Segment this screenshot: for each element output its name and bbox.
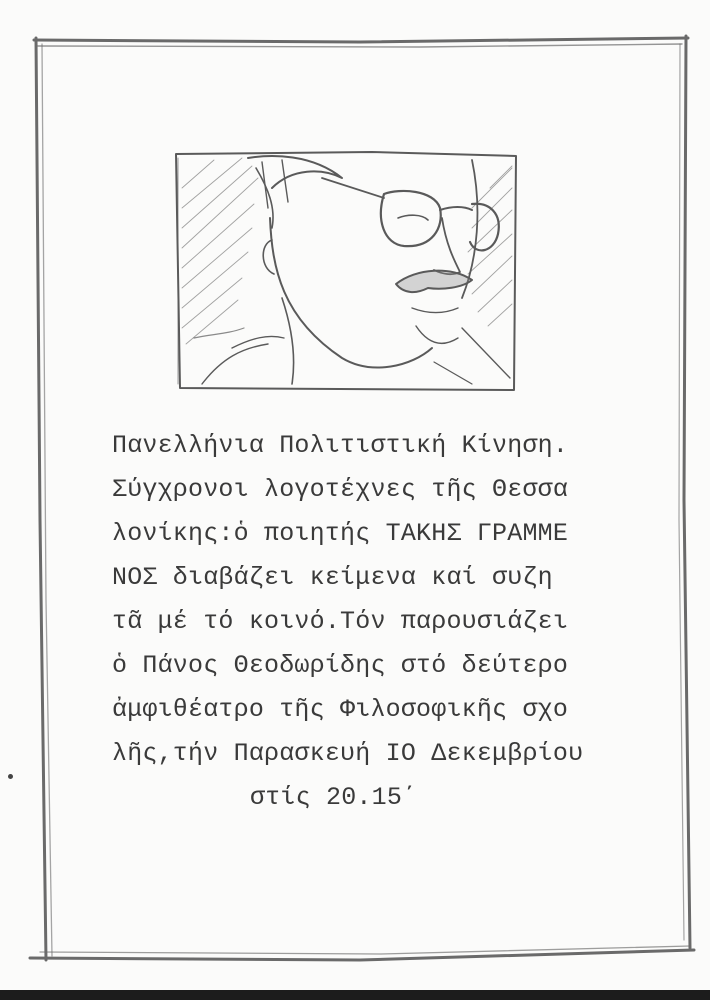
scan-bottom-edge bbox=[0, 990, 710, 1000]
poster-line-5: τᾶ μέ τό κοινό.Τόν παρουσιάζει bbox=[112, 607, 569, 636]
poster-line-8: λῆς,τήν Παρασκευή ΙΟ Δεκεμβρίου bbox=[112, 739, 584, 768]
poster-line-3: λονίκης:ὁ ποιητής ΤΑΚΗΣ ΓΡΑΜΜΕ bbox=[112, 519, 569, 548]
margin-dot bbox=[8, 774, 13, 779]
poster-line-6: ὁ Πάνος Θεοδωρίδης στό δεύτερο bbox=[112, 651, 569, 680]
poster-body-text bbox=[112, 424, 652, 820]
portrait-sketch bbox=[172, 148, 520, 394]
poster-line-2: Σύγχρονοι λογοτέχνες τῆς Θεσσα bbox=[112, 475, 569, 504]
poster-line-datetime: στίς 20.15΄ bbox=[250, 783, 418, 812]
poster-line-1: Πανελλήνια Πολιτιστική Κίνηση. bbox=[112, 431, 569, 460]
poster-line-4: ΝΟΣ διαβάζει κείμενα καί συζη bbox=[112, 563, 553, 592]
poster-line-7: ἀμφιθέατρο τῆς Φιλοσοφικῆς σχο bbox=[112, 695, 569, 724]
